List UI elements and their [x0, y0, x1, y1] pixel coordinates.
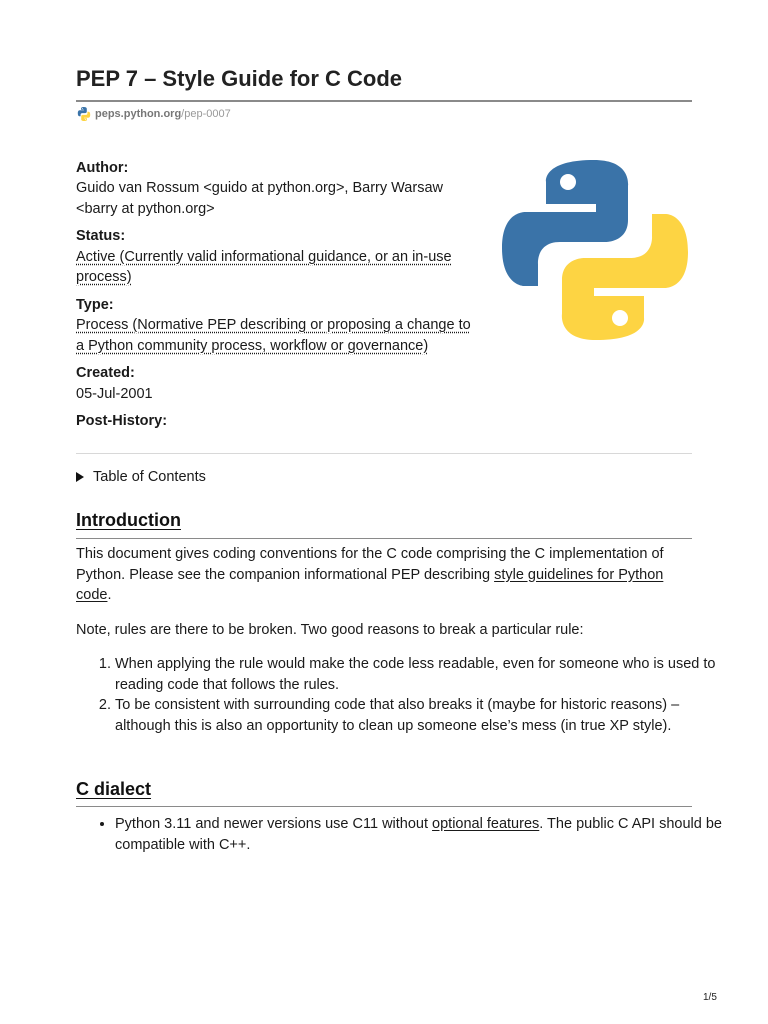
table-of-contents-toggle[interactable] [76, 469, 206, 485]
python-icon [76, 106, 92, 122]
type-label: Type: [76, 296, 114, 313]
c-dialect-heading[interactable]: C dialect [76, 779, 152, 799]
introduction-paragraph [76, 544, 692, 606]
disclosure-triangle-icon [76, 472, 84, 482]
toc-label: Table of Contents [93, 469, 206, 485]
source-path: /pep-0007 [181, 108, 231, 120]
source-line[interactable] [76, 106, 231, 122]
status-label: Status: [76, 228, 126, 244]
author-label: Author: [76, 159, 129, 176]
post-history-label: Post-History: [76, 413, 168, 429]
rules-list [76, 654, 731, 736]
optional-features-link[interactable]: optional features [432, 816, 540, 832]
status-value[interactable]: Active (Currently valid informational guidance, or an in-use process) [76, 248, 452, 285]
created-value: 05-Jul-2001 [76, 385, 153, 402]
author-value: Guido van Rossum <guido at python.org>, Barry Warsaw <barry at python.org> [76, 180, 443, 217]
created-label: Created: [76, 365, 135, 381]
rules-intro-paragraph: Note, rules are there to be broken. Two good reasons to break a particular rule: [76, 622, 584, 638]
type-value[interactable]: Process (Normative PEP describing or proposing a change to a Python community process, workflow or governance) [76, 317, 471, 354]
c-dialect-list [76, 814, 731, 855]
dialect-text: Python 3.11 and newer versions use C11 without [115, 816, 433, 832]
intro-text: This document gives coding conventions for the C code comprising the C implementation of Python. Please see the companion informational PEP describing [76, 546, 664, 583]
c-dialect-divider [76, 806, 692, 807]
intro-text-end: . [107, 587, 112, 603]
introduction-heading[interactable]: Introduction [76, 510, 181, 530]
source-host: peps.python.org [95, 108, 182, 120]
page-title: PEP 7 – Style Guide for C Code [76, 66, 403, 91]
style-guidelines-link[interactable]: style guidelines for Python code [76, 566, 664, 603]
metadata-divider [76, 453, 692, 454]
title-divider [76, 100, 692, 102]
python-logo [502, 160, 688, 340]
pep-metadata [76, 158, 476, 432]
introduction-divider [76, 538, 692, 539]
list-item [115, 814, 731, 855]
dialect-text-end: . The public C API should be compatible with C++. [115, 816, 722, 853]
list-item: 1. When applying the rule would make the code less readable, even for someone who is used to reading code that follows the rules. [115, 654, 731, 695]
page-number: 1/5 [703, 992, 717, 1003]
list-item: 2. To be consistent with surrounding code that also breaks it (maybe for historic reasons) – although this is also an opportunity to clean up someone else’s mess (in true XP style). [115, 695, 731, 736]
